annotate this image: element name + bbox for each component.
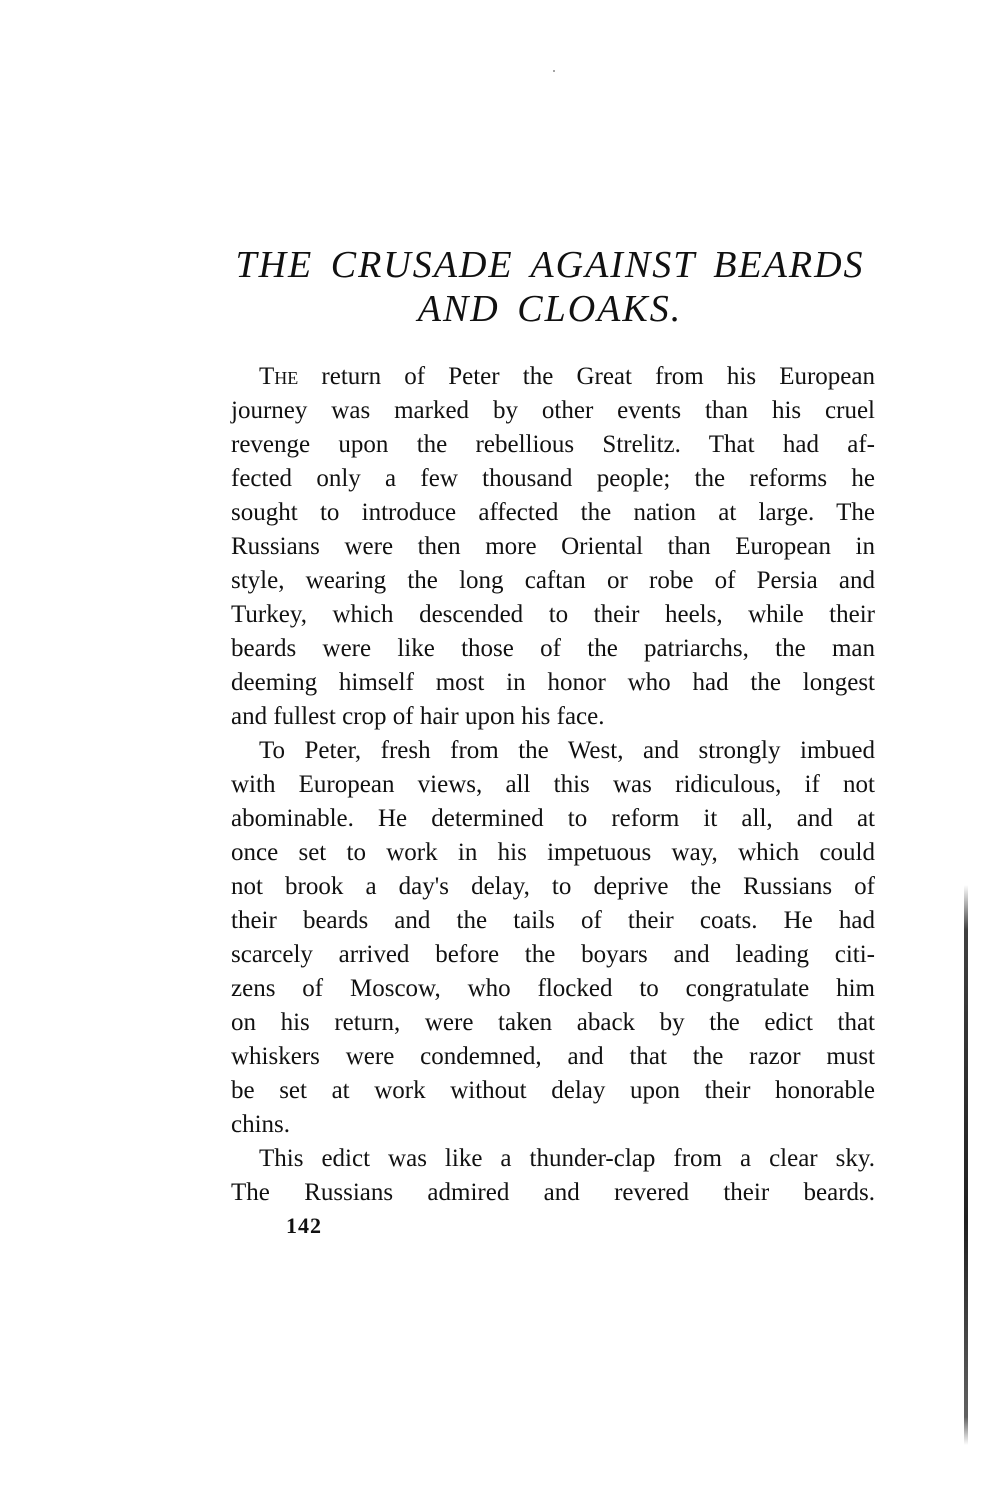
text-line: zens of Moscow, who flocked to congratulate him: [231, 975, 875, 1002]
text-line: sought to introduce affected the nation at large. The: [231, 499, 875, 526]
text-line: Turkey, which descended to their heels, while their: [231, 601, 875, 628]
text-line: deeming himself most in honor who had the longest: [231, 669, 875, 696]
text-line: their beards and the tails of their coats. He had: [231, 907, 875, 934]
text-line: scarcely arrived before the boyars and leading citi-: [231, 941, 875, 968]
text-line: journey was marked by other events than his cruel: [231, 397, 875, 424]
paper-speck: [553, 70, 555, 72]
text-line: abominable. He determined to reform it all, and at: [231, 805, 875, 832]
text-line: with European views, all this was ridiculous, if not: [231, 771, 875, 798]
text-line: fected only a few thousand people; the reforms he: [231, 465, 875, 492]
chapter-title-line-1: THE CRUSADE AGAINST BEARDS: [235, 244, 865, 286]
text-line: style, wearing the long caftan or robe of Persia and: [231, 567, 875, 594]
drop-word: The: [259, 363, 299, 390]
text-line: on his return, were taken aback by the edict that: [231, 1009, 875, 1036]
text-line: once set to work in his impetuous way, which could: [231, 839, 875, 866]
paragraph: [231, 734, 875, 1142]
text-line: not brook a day's delay, to deprive the Russians of: [231, 873, 875, 900]
body-text: [231, 360, 875, 1210]
text-line: beards were like those of the patriarchs, the man: [231, 635, 875, 662]
text-line: and fullest crop of hair upon his face.: [231, 703, 605, 730]
text-line: revenge upon the rebellious Strelitz. That had af-: [231, 431, 875, 458]
chapter-title-line-2: AND CLOAKS.: [417, 288, 683, 330]
paragraph: [231, 360, 875, 734]
binding-edge-shadow: [964, 885, 968, 1445]
paragraph: [231, 1142, 875, 1210]
page-number: 142: [286, 1213, 322, 1238]
text-line: [231, 360, 875, 394]
text-line: be set at work without delay upon their honorable: [231, 1077, 875, 1104]
text-line: chins.: [231, 1111, 291, 1138]
chapter-title: [220, 243, 880, 331]
text-line-rest: return of Peter the Great from his European: [298, 363, 875, 390]
text-line: To Peter, fresh from the West, and strongly imbued: [259, 737, 875, 764]
text-line: Russians were then more Oriental than European in: [231, 533, 875, 560]
text-line: The Russians admired and revered their beards.: [231, 1179, 875, 1206]
text-line: This edict was like a thunder-clap from a clear sky.: [259, 1145, 875, 1172]
text-line: whiskers were condemned, and that the razor must: [231, 1043, 875, 1070]
